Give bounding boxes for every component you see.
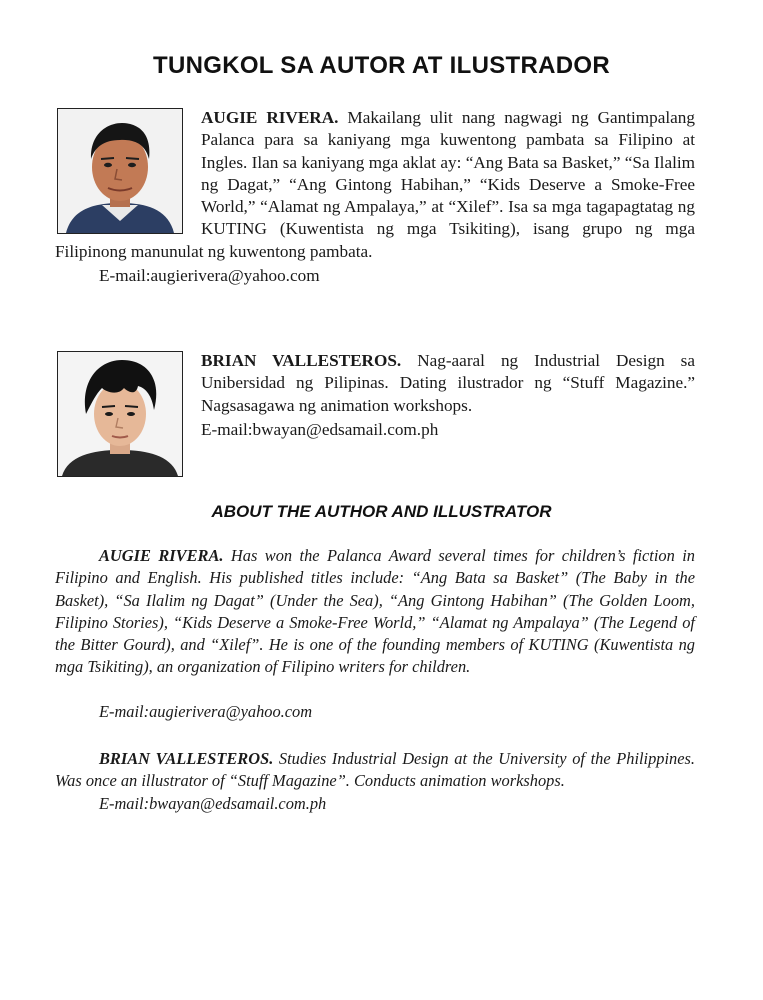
- illustrator-bio-english: [55, 748, 695, 793]
- author-portrait-image: [58, 109, 182, 233]
- author-photo: [57, 108, 183, 234]
- author-email: E-mail:augierivera@yahoo.com: [99, 266, 320, 286]
- author-name: AUGIE RIVERA.: [201, 108, 339, 127]
- author-bio-english-text: Has won the Palanca Award several times for children’s fiction in Filipino and English. His published titles include: “Ang Bata sa Basket” (The Baby in the Basket), “Sa Ilalim ng Dagat” (Under the Sea), “Ang Gintong Habihan” (The Golden Loom, Filipino Stories), “Kids Deserve a Smoke-Free World,” “Alamat ng Ampalaya” (The Legend of the Bitter Gourd), and “Xilef”. He is one of the founding members of KUTING (Kuwentista ng mga Tsikiting), an organization of Filipino writers for children.: [55, 546, 695, 677]
- illustrator-email: E-mail:bwayan@edsamail.com.ph: [201, 419, 439, 439]
- illustrator-bio-english-text: Studies Industrial Design at the University of the Philippines. Was once an illustrator of “Stuff Magazine”. Conducts animation workshops.: [55, 749, 695, 791]
- illustrator-name-english: BRIAN VALLESTEROS.: [99, 749, 274, 768]
- page-title: TUNGKOL SA AUTOR AT ILUSTRADOR: [153, 52, 610, 79]
- illustrator-name: BRIAN VALLESTEROS.: [201, 351, 402, 370]
- illustrator-bio-filipino: [55, 350, 695, 481]
- author-bio-text: Makailang ulit nang nagwagi ng Gantimpalang Palanca para sa kaniyang mga kuwentong pambata sa Filipino at Ingles. Ilan sa kaniyang mga aklat ay: “Ang Bata sa Basket,” “Sa Ilalim ng Dagat,” “Ang Gintong Habihan,” “Kids Deserve a Smoke-Free World,” “Alamat ng Ampalaya,” at “Xilef”. Isa sa mga tagapagtatag ng KUTING (Kuwentista ng mga Tsikiting), isang grupo ng mga Filipinong manunulat ng kuwentong pambata.: [55, 108, 695, 261]
- illustrator-bio-text: Nag-aaral ng Industrial Design sa Unibersidad ng Pilipinas. Dating ilustrador ng “Stuff Magazine.” Nagsasagawa ng animation workshops.: [201, 351, 696, 415]
- illustrator-photo: [57, 351, 183, 477]
- author-bio-filipino: [55, 107, 695, 287]
- author-bio-english: [55, 545, 695, 679]
- illustrator-portrait-image: [58, 352, 182, 476]
- section-heading-english: ABOUT THE AUTHOR AND ILLUSTRATOR: [211, 502, 552, 521]
- author-email-english: E-mail:augierivera@yahoo.com: [99, 702, 313, 721]
- author-name-english: AUGIE RIVERA.: [99, 546, 224, 565]
- illustrator-email-english: E-mail:bwayan@edsamail.com.ph: [99, 794, 327, 813]
